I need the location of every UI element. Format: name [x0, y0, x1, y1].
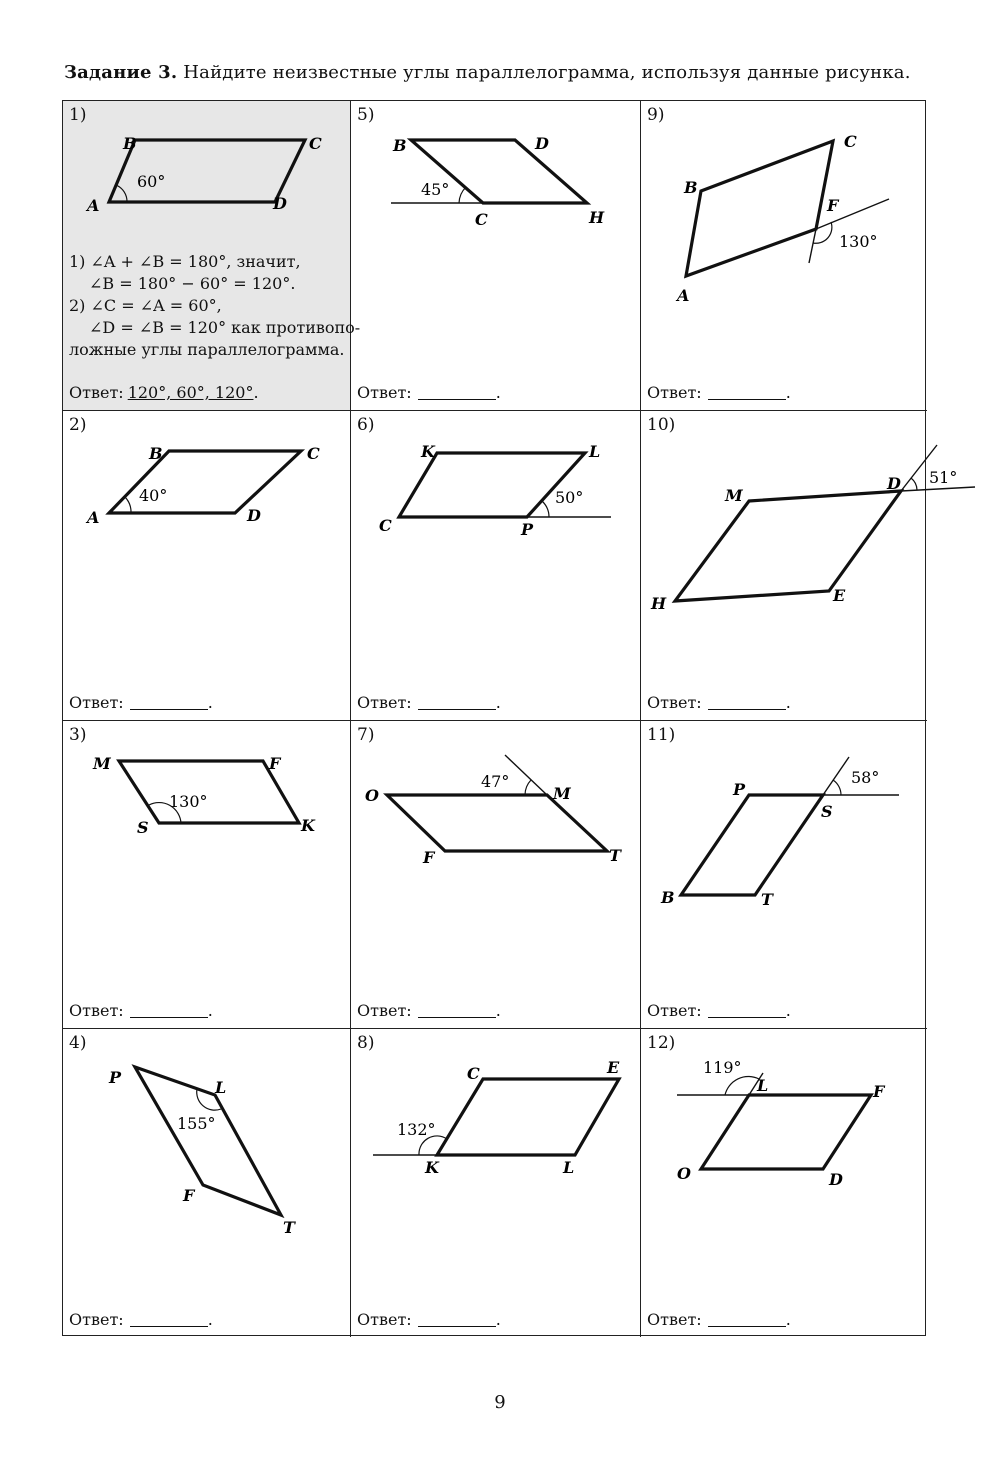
- answer-blank[interactable]: [418, 1312, 496, 1327]
- point-label: B: [661, 888, 675, 907]
- point-label: L: [215, 1078, 227, 1097]
- problem-cell-5: [351, 101, 641, 411]
- point-label: C: [379, 516, 392, 535]
- point-label: P: [733, 780, 746, 799]
- point-label: O: [365, 786, 379, 805]
- point-label: M: [725, 486, 743, 505]
- solution-line: 1) ∠A + ∠B = 180°, значит,: [69, 252, 301, 271]
- answer-line: Ответ: .: [357, 1310, 501, 1329]
- problem-number: 6): [357, 415, 375, 435]
- answer-blank[interactable]: [418, 1003, 496, 1018]
- point-label: B: [149, 444, 163, 463]
- problem-number: 2): [69, 415, 87, 435]
- problem-cell-4: [63, 1029, 351, 1337]
- point-label: K: [301, 816, 315, 835]
- figure-parallelogram-mfsk: [63, 721, 351, 861]
- point-label: S: [137, 818, 149, 837]
- answer-blank[interactable]: [130, 1003, 208, 1018]
- answer-blank[interactable]: [708, 385, 786, 400]
- problem-number: 1): [69, 105, 87, 125]
- point-label: A: [87, 196, 100, 215]
- point-label: K: [425, 1158, 439, 1177]
- solution-line: 2) ∠C = ∠A = 60°,: [69, 296, 222, 315]
- figure-parallelogram-mdhe: [641, 411, 958, 631]
- answer-blank[interactable]: [418, 385, 496, 400]
- point-label: M: [553, 784, 571, 803]
- point-label: A: [87, 508, 100, 527]
- point-label: M: [93, 754, 111, 773]
- task-title: [64, 62, 944, 83]
- answer-line: Ответ: .: [647, 1001, 791, 1020]
- answer-blank[interactable]: [418, 695, 496, 710]
- problem-grid: [62, 100, 958, 1336]
- answer-blank[interactable]: [130, 1312, 208, 1327]
- point-label: C: [475, 210, 488, 229]
- point-label: F: [873, 1082, 885, 1101]
- figure-parallelogram-plft: [63, 1029, 351, 1249]
- point-label: T: [761, 890, 773, 909]
- figure-parallelogram-bdch: [351, 101, 641, 241]
- answer-label: Ответ:: [647, 383, 702, 402]
- problem-cell-11: [641, 721, 927, 1029]
- problem-cell-6: [351, 411, 641, 721]
- point-label: C: [467, 1064, 480, 1083]
- point-label: L: [757, 1076, 769, 1095]
- task-text: Найдите неизвестные углы параллелограмма, используя данные рисунка.: [183, 62, 911, 83]
- answer-blank[interactable]: [708, 1312, 786, 1327]
- answer-blank[interactable]: [130, 695, 208, 710]
- point-label: C: [307, 444, 320, 463]
- point-label: B: [393, 136, 407, 155]
- problem-number: 4): [69, 1033, 87, 1053]
- answer-blank[interactable]: [708, 695, 786, 710]
- figure-parallelogram-bcaf: [641, 101, 927, 321]
- point-label: S: [821, 802, 833, 821]
- answer-line: Ответ: 120°, 60°, 120°.: [69, 383, 259, 402]
- angle-label: 155°: [177, 1114, 216, 1133]
- point-label: O: [677, 1164, 691, 1183]
- solution-line: ∠B = 180° − 60° = 120°.: [89, 274, 296, 293]
- point-label: D: [247, 506, 261, 525]
- figure-parallelogram-omft: [351, 721, 641, 881]
- angle-label: 45°: [421, 180, 450, 199]
- angle-label: 130°: [839, 232, 878, 251]
- answer-label: Ответ:: [647, 1310, 702, 1329]
- answer-line: Ответ: .: [357, 693, 501, 712]
- point-label: E: [833, 586, 846, 605]
- figure-parallelogram-abcd: [63, 411, 351, 551]
- answer-label: Ответ:: [357, 1310, 412, 1329]
- problem-number: 11): [647, 725, 676, 745]
- answer-line: Ответ: .: [357, 383, 501, 402]
- point-label: T: [283, 1218, 295, 1237]
- figure-parallelogram-cekl: [351, 1029, 641, 1209]
- point-label: D: [887, 474, 901, 493]
- answer-value: 120°, 60°, 120°: [127, 383, 254, 402]
- solution-line: ложные углы параллелограмма.: [69, 340, 345, 359]
- answer-line: Ответ: .: [69, 1001, 213, 1020]
- angle-label: 130°: [169, 792, 208, 811]
- point-label: F: [423, 848, 435, 867]
- problem-number: 3): [69, 725, 87, 745]
- angle-label: 119°: [703, 1058, 742, 1077]
- answer-label: Ответ:: [357, 693, 412, 712]
- angle-label: 60°: [137, 172, 166, 191]
- problem-cell-9: [641, 101, 927, 411]
- problem-number: 7): [357, 725, 375, 745]
- answer-line: Ответ: .: [69, 693, 213, 712]
- point-label: F: [827, 196, 839, 215]
- point-label: D: [535, 134, 549, 153]
- problem-number: 10): [647, 415, 676, 435]
- point-label: F: [183, 1186, 195, 1205]
- point-label: B: [123, 134, 137, 153]
- answer-label: Ответ:: [69, 383, 124, 402]
- answer-line: Ответ: .: [647, 1310, 791, 1329]
- point-label: H: [589, 208, 605, 227]
- point-label: C: [844, 132, 857, 151]
- page-number: 9: [494, 1392, 506, 1413]
- angle-label: 51°: [929, 468, 958, 487]
- solution-line: ∠D = ∠B = 120° как противопо-: [89, 318, 361, 337]
- answer-line: Ответ: .: [69, 1310, 213, 1329]
- point-label: D: [829, 1170, 843, 1189]
- angle-label: 132°: [397, 1120, 436, 1139]
- problem-number: 5): [357, 105, 375, 125]
- point-label: T: [609, 846, 621, 865]
- answer-line: Ответ: .: [647, 383, 791, 402]
- problem-number: 8): [357, 1033, 375, 1053]
- task-label: Задание 3.: [64, 62, 178, 83]
- point-label: B: [684, 178, 698, 197]
- figure-parallelogram-abcd: [63, 101, 351, 241]
- example-solution: [69, 251, 360, 361]
- point-label: E: [607, 1058, 620, 1077]
- point-label: A: [677, 286, 690, 305]
- point-label: C: [309, 134, 322, 153]
- angle-label: 50°: [555, 488, 584, 507]
- point-label: P: [109, 1068, 122, 1087]
- point-label: F: [269, 754, 281, 773]
- answer-line: Ответ: .: [357, 1001, 501, 1020]
- problem-cell-1: [63, 101, 361, 411]
- point-label: H: [651, 594, 667, 613]
- point-label: L: [589, 442, 601, 461]
- answer-label: Ответ:: [357, 383, 412, 402]
- angle-label: 47°: [481, 772, 510, 791]
- answer-label: Ответ:: [69, 1001, 124, 1020]
- angle-label: 40°: [139, 486, 168, 505]
- angle-label: 58°: [851, 768, 880, 787]
- answer-label: Ответ:: [357, 1001, 412, 1020]
- problem-cell-10: [641, 411, 958, 721]
- answer-label: Ответ:: [647, 1001, 702, 1020]
- answer-label: Ответ:: [69, 693, 124, 712]
- answer-blank[interactable]: [708, 1003, 786, 1018]
- figure-parallelogram-psbt: [641, 721, 927, 921]
- problem-cell-7: [351, 721, 641, 1029]
- point-label: P: [521, 520, 534, 539]
- figure-parallelogram-klcp: [351, 411, 641, 551]
- problem-cell-12: [641, 1029, 927, 1337]
- problem-cell-3: [63, 721, 351, 1029]
- point-label: L: [563, 1158, 575, 1177]
- answer-label: Ответ:: [647, 693, 702, 712]
- answer-label: Ответ:: [69, 1310, 124, 1329]
- problem-number: 9): [647, 105, 665, 125]
- figure-parallelogram-lfod: [641, 1029, 927, 1229]
- problem-cell-8: [351, 1029, 641, 1337]
- point-label: K: [421, 442, 435, 461]
- point-label: D: [273, 194, 287, 213]
- problem-cell-2: [63, 411, 351, 721]
- problem-number: 12): [647, 1033, 676, 1053]
- answer-line: Ответ: .: [647, 693, 791, 712]
